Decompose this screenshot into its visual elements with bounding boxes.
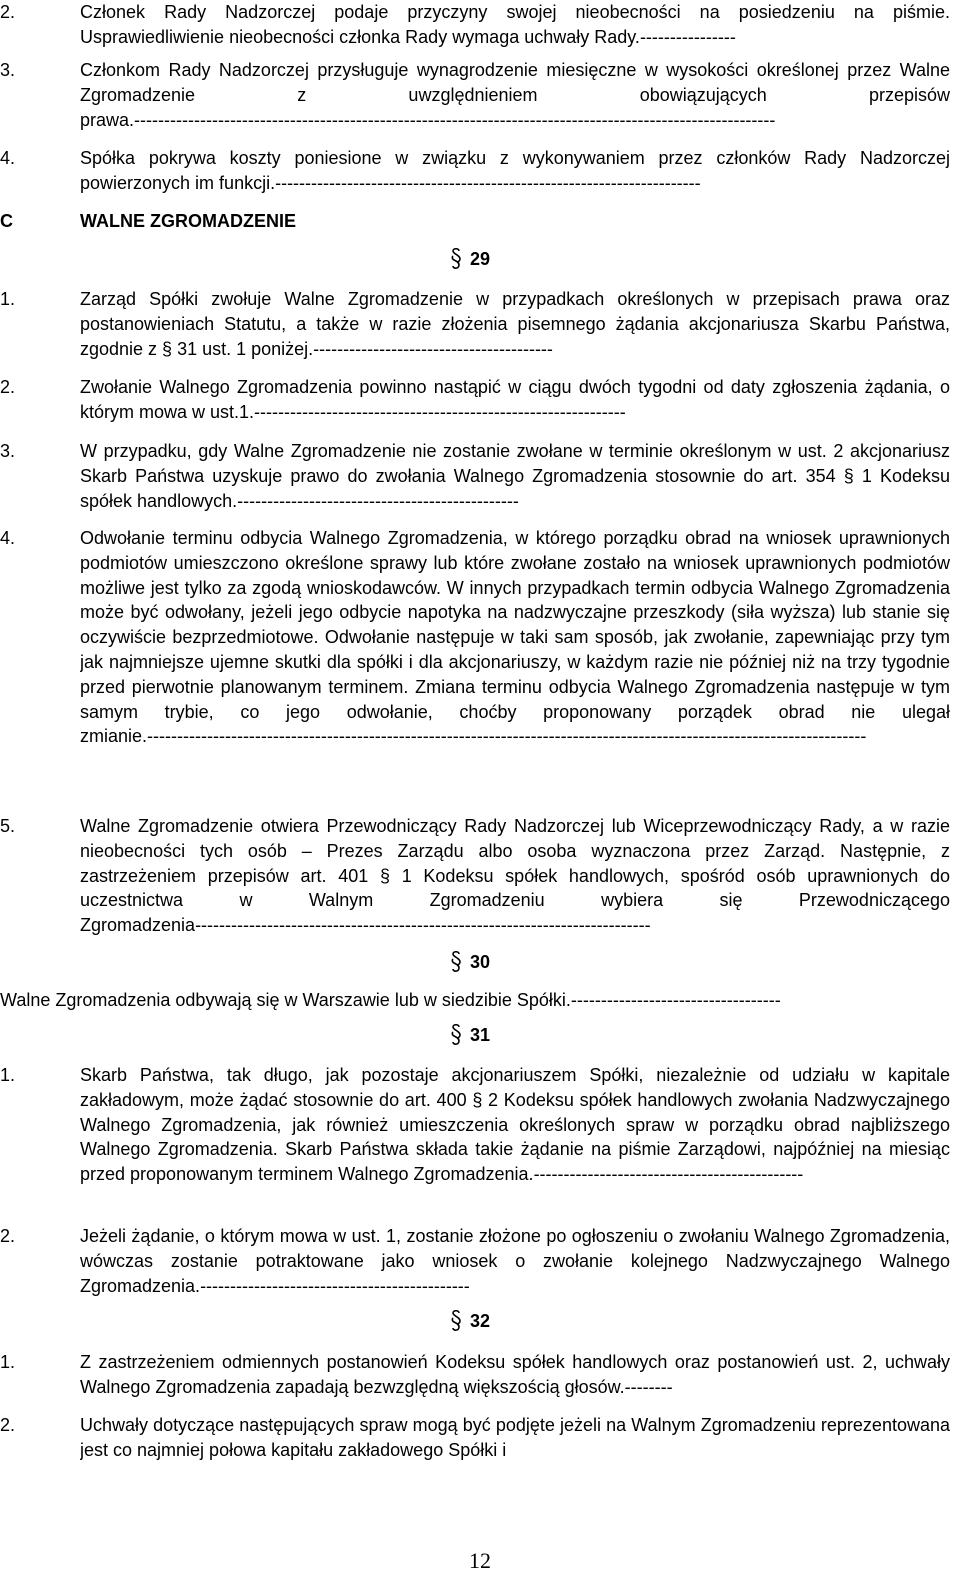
item-number: 3. (0, 60, 16, 80)
list-item (0, 58, 950, 133)
item-text: Uchwały dotyczące następujących spraw mogą być podjęte jeżeli na Walnym Zgromadzeniu reprezentowana jest co najmniej połowa kapitału zakładowego Spółki i (80, 1415, 950, 1460)
item-text: Jeżeli żądanie, o którym mowa w ust. 1, zostanie złożone po ogłoszeniu o zwołaniu Walnego Zgromadzenia, wówczas zostanie potraktowane jako wniosek o zwołanie kolejnego Nadzwyczajnego Walnego Zgromadzenia.--------------------------------------------- (80, 1226, 950, 1296)
item-number: 5. (0, 816, 16, 836)
item-text: W przypadku, gdy Walne Zgromadzenie nie zostanie zwołane w terminie określonym w ust. 2 akcjonariusz Skarb Państwa uzyskuje prawo do zwołania Walnego Zgromadzenia stosownie do art. 354 § 1 Kodeksu spółek handlowych.----------------------------------------------- (80, 441, 950, 511)
paragraph-text: Walne Zgromadzenia odbywają się w Warszawie lub w siedzibie Spółki.----------------------------------- (0, 990, 781, 1010)
item-number: 4. (0, 148, 16, 168)
item-text: Członek Rady Nadzorczej podaje przyczyny swojej nieobecności na posiedzeniu na piśmie. Usprawiedliwienie nieobecności członka Rady wymaga uchwały Rady.---------------- (80, 2, 950, 47)
item-text: Zarząd Spółki zwołuje Walne Zgromadzenie w przypadkach określonych w przepisach prawa oraz postanowieniach Statutu, a także w razie złożenia pisemnego żądania akcjonariusza Skarbu Państwa, zgodnie z § 31 ust. 1 poniżej.---------------------------------------- (80, 289, 950, 359)
list-item (0, 1063, 950, 1213)
item-number: 2. (0, 377, 16, 397)
item-text: Członkom Rady Nadzorczej przysługuje wynagrodzenie miesięczne w wysokości określonej przez Walne Zgromadzenie z uwzględnieniem obowiązujących przepisów prawa.----------------------------------------------------------------------------------------------------------- (80, 60, 950, 130)
page-number: 12 (469, 1548, 491, 1573)
list-item (0, 1350, 950, 1400)
list-item (0, 0, 950, 50)
item-number: 4. (0, 528, 16, 548)
paragraph-number: 29 (470, 248, 491, 269)
paragraph-heading (450, 1024, 490, 1046)
item-number: 3. (0, 441, 16, 461)
section-sign-icon (450, 1310, 462, 1332)
item-text: Skarb Państwa, tak długo, jak pozostaje akcjonariuszem Spółki, niezależnie od udziału w kapitale zakładowym, może żądać stosownie do art. 400 § 2 Kodeksu spółek handlowych zwołania Nadzwyczajnego Walnego Zgromadzenia, jak również umieszczenia określonych spraw w porządku obrad najbliższego Walnego Zgromadzenia. Skarb Państwa składa takie żądanie na piśmie Zarządowi, najpóźniej na miesiąc przed proponowanym terminem Walnego Zgromadzenia.--------------------------------------------- (80, 1065, 950, 1185)
item-number: 1. (0, 289, 16, 309)
item-text: Z zastrzeżeniem odmiennych postanowień Kodeksu spółek handlowych oraz postanowień ust. 2, uchwały Walnego Zgromadzenia zapadają bezwzględną większością głosów.-------- (80, 1352, 950, 1397)
section-sign-icon (450, 248, 462, 270)
list-item (0, 814, 950, 939)
section-title: WALNE ZGROMADZENIE (80, 211, 296, 231)
list-item (0, 375, 950, 425)
item-text: Odwołanie terminu odbycia Walnego Zgromadzenia, w którego porządku obrad na wniosek uprawnionych podmiotów umieszczono określone sprawy lub które zwołane zostało na wniosek uprawnionych podmiotów możliwe jest tylko za zgodą wnioskodawców. W innych przypadkach termin odbycia Walnego Zgromadzenia może być odwołany, jeżeli jego odbycie napotyka na nadzwyczajne przeszkody (siła wyższa) lub stanie się oczywiście bezprzedmiotowe. Odwołanie następuje w taki sam sposób, jak zwołanie, zapewniając przy tym jak najmniejsze ujemne skutki dla spółki i dla akcjonariuszy, w każdym razie nie później niż na trzy tygodnie przed pierwotnie planowanym terminem. Zmiana terminu odbycia Walnego Zgromadzenia następuje w tym samym trybie, co jego odwołanie, choćby proponowany porządek obrad nie ulegał zmianie.------------------------------------------------------------------------------------------------------------------------ (80, 528, 950, 747)
item-number: 1. (0, 1065, 16, 1085)
section-sign-icon (450, 951, 462, 973)
list-item (0, 146, 950, 196)
item-text: Walne Zgromadzenie otwiera Przewodniczący Rady Nadzorczej lub Wiceprzewodniczący Rady, a w razie nieobecności tych osób – Prezes Zarządu albo osoba wyznaczona przez Zarząd. Następnie, z zastrzeżeniem przepisów art. 401 § 1 Kodeksu spółek handlowych, spośród osób uprawnionych do uczestnictwa w Walnym Zgromadzeniu wybiera się Przewodniczącego Zgromadzenia---------------------------------------------------------------------------- (80, 816, 950, 936)
list-item (0, 526, 950, 801)
section-sign-icon (450, 1024, 462, 1046)
item-number: 2. (0, 1415, 16, 1435)
paragraph-heading (450, 248, 490, 270)
section-letter: C (0, 211, 13, 231)
list-item (0, 439, 950, 514)
paragraph-heading (450, 951, 490, 973)
item-number: 1. (0, 1352, 16, 1372)
list-item (0, 1413, 950, 1463)
item-number: 2. (0, 2, 16, 22)
paragraph-number: 32 (470, 1310, 491, 1331)
paragraph-heading (450, 1310, 490, 1332)
item-text: Zwołanie Walnego Zgromadzenia powinno nastąpić w ciągu dwóch tygodni od daty zgłoszenia żądania, o którym mowa w ust.1.-------------------------------------------------------------- (80, 377, 950, 422)
item-number: 2. (0, 1226, 16, 1246)
paragraph-number: 31 (470, 1024, 491, 1045)
item-text: Spółka pokrywa koszty poniesione w związku z wykonywaniem przez członków Rady Nadzorczej powierzonych im funkcji.----------------------------------------------------------------------- (80, 148, 950, 193)
list-item (0, 1224, 950, 1299)
section-heading (0, 211, 296, 232)
list-item (0, 287, 950, 362)
paragraph-number: 30 (470, 951, 491, 972)
